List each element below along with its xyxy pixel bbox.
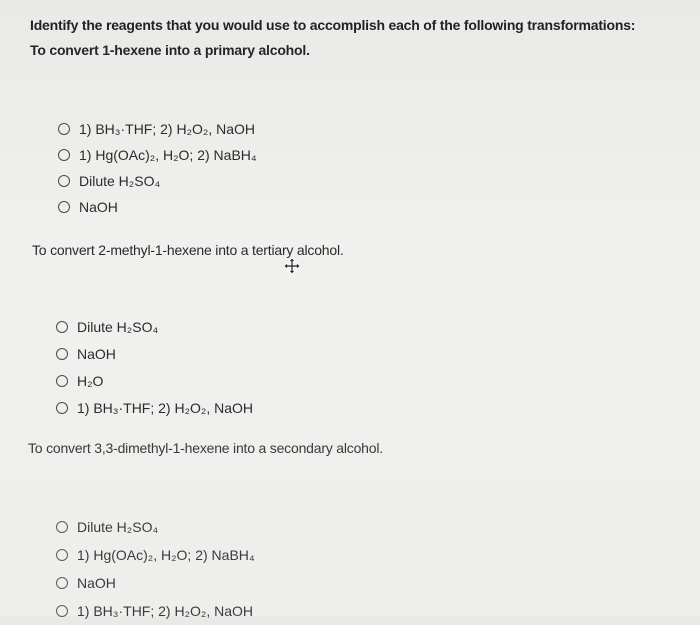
- option-label: 1) BH₃·THF; 2) H₂O₂, NaOH: [77, 399, 254, 416]
- radio-button[interactable]: [56, 402, 68, 414]
- option-label: Dilute H₂SO₄: [77, 318, 159, 335]
- option[interactable]: [56, 569, 255, 597]
- radio-button[interactable]: [56, 549, 68, 561]
- option-label: 1) Hg(OAc)₂, H₂O; 2) NaBH₄: [79, 147, 257, 163]
- option-label: Dilute H₂SO₄: [79, 173, 161, 189]
- option-label: H₂O: [77, 372, 104, 389]
- radio-button[interactable]: [58, 175, 70, 187]
- option[interactable]: [56, 394, 253, 421]
- radio-button[interactable]: [56, 605, 68, 617]
- radio-button[interactable]: [58, 201, 70, 213]
- option[interactable]: [56, 340, 253, 367]
- option-label: NaOH: [79, 199, 118, 215]
- radio-button[interactable]: [56, 521, 68, 533]
- option-label: Dilute H₂SO₄: [77, 519, 159, 535]
- instruction-text: Identify the reagents that you would use to accomplish each of the following transformations:: [30, 17, 636, 33]
- question-3-prompt: To convert 3,3-dimethyl-1-hexene into a secondary alcohol.: [28, 440, 383, 456]
- radio-button[interactable]: [56, 375, 68, 387]
- option-label: NaOH: [77, 345, 116, 362]
- radio-button[interactable]: [58, 123, 70, 135]
- option[interactable]: [58, 142, 257, 168]
- option-label: 1) BH₃·THF; 2) H₂O₂, NaOH: [77, 603, 254, 619]
- radio-button[interactable]: [56, 348, 68, 360]
- question-3-options: [56, 513, 255, 625]
- question-2-prompt: To convert 2-methyl-1-hexene into a tertiary alcohol.: [32, 242, 344, 258]
- option[interactable]: [56, 313, 253, 340]
- radio-button[interactable]: [58, 149, 70, 161]
- option-label: 1) BH₃·THF; 2) H₂O₂, NaOH: [79, 121, 256, 137]
- option[interactable]: [56, 367, 253, 394]
- question-2-options: [56, 313, 253, 421]
- option[interactable]: [56, 597, 255, 625]
- radio-button[interactable]: [56, 577, 68, 589]
- option[interactable]: [56, 541, 255, 569]
- option-label: NaOH: [77, 575, 116, 591]
- move-cursor-icon: [284, 258, 300, 274]
- radio-button[interactable]: [56, 321, 68, 333]
- option[interactable]: [58, 168, 257, 194]
- option-label: 1) Hg(OAc)₂, H₂O; 2) NaBH₄: [77, 547, 255, 563]
- option[interactable]: [56, 513, 255, 541]
- option[interactable]: [58, 194, 257, 220]
- question-1-options: [58, 116, 257, 220]
- option[interactable]: [58, 116, 257, 142]
- question-1-prompt: To convert 1-hexene into a primary alcohol.: [30, 42, 310, 58]
